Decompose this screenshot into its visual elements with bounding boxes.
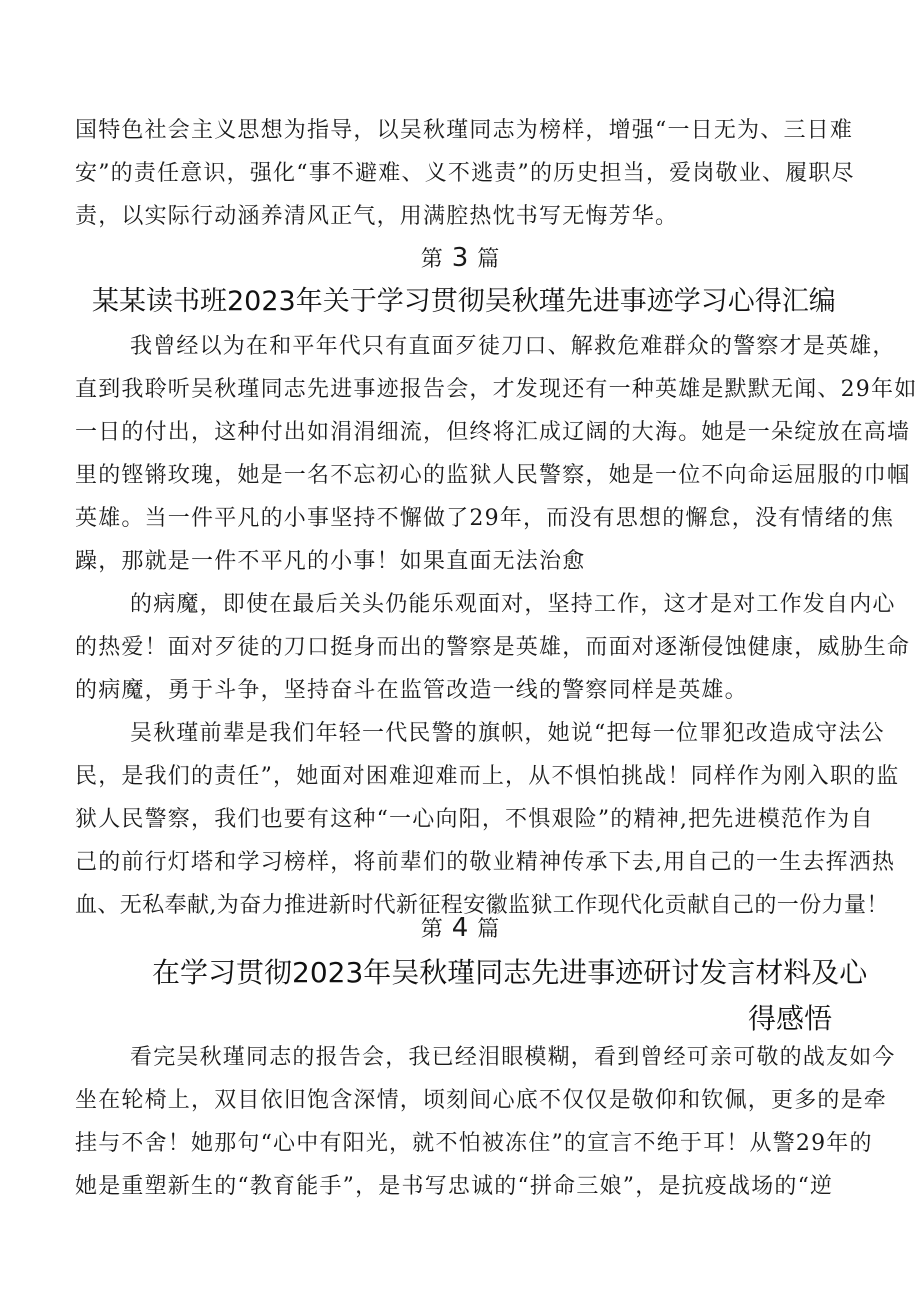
s3-p2-line-1: 的病魔，即使在最后关头仍能乐观面对，坚持工作，这才是对工作发自内心 [130,592,896,617]
section-4-label [0,913,920,945]
intro-line-3: 责，以实际行动涵养清风正气，用满腔热忱书写无悔芳华。 [75,204,679,229]
section-4-title-line-2: 得感悟 [747,1002,832,1035]
s3-p2-line-2: 的热爱！面对歹徒的刀口挺身而出的警察是英雄，而面对逐渐侵蚀健康，威胁生命 [75,635,911,660]
section-4-label-prefix: 第 [420,917,443,942]
s3-p2-line-3: 的病魔，勇于斗争，坚持奋斗在监管改造一线的警察同样是英雄。 [75,678,748,703]
s3-p1-line-1: 我曾经以为在和平年代只有直面歹徒刀口、解救危难群众的警察才是英雄， [130,334,896,359]
s4-p1-line-1: 看完吴秋瑾同志的报告会，我已经泪眼模糊，看到曾经可亲可敬的战友如今 [130,1045,896,1070]
section-3-label-number: 3 [451,243,469,273]
s3-p1-line-2: 直到我聆听吴秋瑾同志先进事迹报告会，才发现还有一种英雄是默默无闻、29年如 [75,377,918,402]
s3-p1-line-6: 躁，那就是一件不平凡的小事！如果直面无法治愈 [75,549,586,574]
section-4-label-number: 4 [451,913,469,943]
s3-p3-line-5: 血、无私奉献,为奋力推进新时代新征程安徽监狱工作现代化贡献自己的一份力量！ [75,893,889,918]
s3-p3-line-3: 狱人民警察，我们也要有这种“一心向阳，不惧艰险”的精神,把先进模范作为自 [75,807,874,832]
s3-p3-line-2: 民，是我们的责任”，她面对困难迎难而上，从不惧怕挑战！同样作为刚入职的监 [75,764,900,789]
s3-p1-line-3: 一日的付出，这种付出如涓涓细流，但终将汇成辽阔的大海。她是一朵绽放在高墙 [75,420,911,445]
intro-line-2: 安”的责任意识，强化“事不避难、义不逃责”的历史担当，爱岗敬业、履职尽 [75,161,855,186]
section-4-title-line-1: 在学习贯彻2023年吴秋瑾同志先进事迹研讨发言材料及心 [152,956,868,989]
section-3-label [0,243,920,275]
s3-p1-line-4: 里的铿锵玫瑰，她是一名不忘初心的监狱人民警察，她是一位不向命运屈服的巾帼 [75,463,911,488]
s3-p3-line-4: 己的前行灯塔和学习榜样，将前辈们的敬业精神传承下去,用自己的一生去挥洒热 [75,850,896,875]
section-3-label-suffix: 篇 [477,247,500,272]
section-4-label-suffix: 篇 [477,917,500,942]
s4-p1-line-4: 她是重塑新生的“教育能手”，是书写忠诚的“拼命三娘”，是抗疫战场的“逆 [75,1174,834,1199]
intro-line-1: 国特色社会主义思想为指导，以吴秋瑾同志为榜样，增强“一日无为、三日难 [75,118,854,143]
s3-p3-line-1: 吴秋瑾前辈是我们年轻一代民警的旗帜，她说“把每一位罪犯改造成守法公 [130,721,885,746]
section-3-label-prefix: 第 [420,247,443,272]
s4-p1-line-2: 坐在轮椅上，双目依旧饱含深情，顷刻间心底不仅仅是敬仰和钦佩，更多的是牵 [75,1088,888,1113]
s3-p1-line-5: 英雄。当一件平凡的小事坚持不懈做了29年，而没有思想的懈怠，没有情绪的焦 [75,506,895,531]
section-3-title: 某某读书班2023年关于学习贯彻吴秋瑾先进事迹学习心得汇编 [92,286,836,317]
s4-p1-line-3: 挂与不舍！她那句“心中有阳光，就不怕被冻住”的宣言不绝于耳！从警29年的 [75,1131,873,1156]
